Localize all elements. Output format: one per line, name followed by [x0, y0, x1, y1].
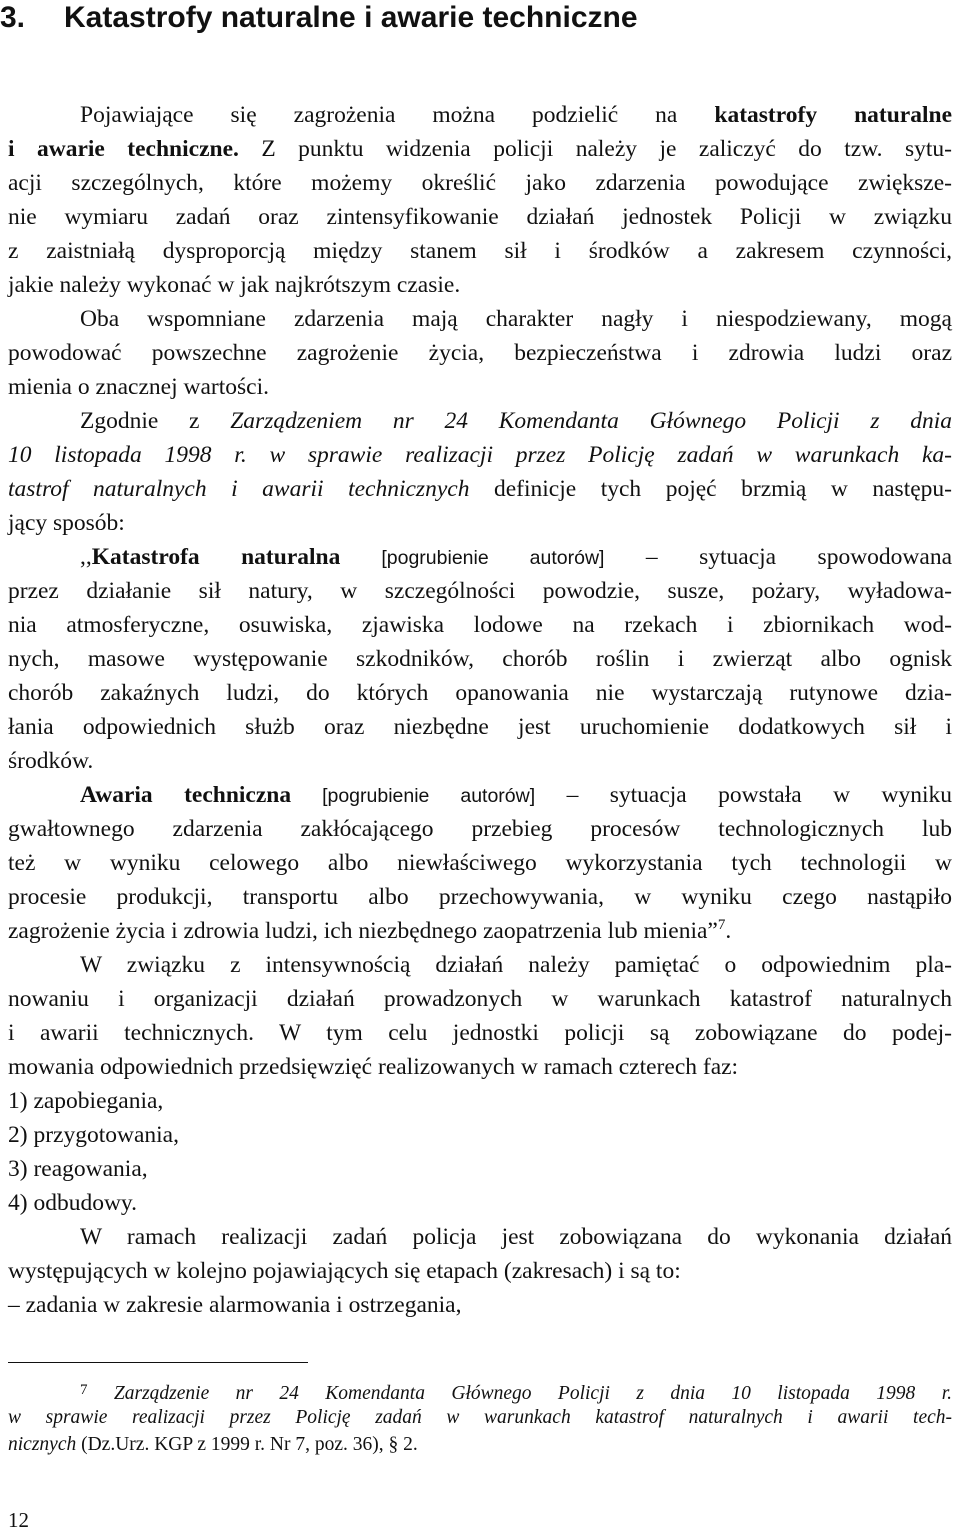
text-run: Z punktu widzenia policji należy je zaliczyć do tzw. sytu-: [238, 136, 952, 162]
text-run: zagrożenie życia i zdrowia ludzi, ich niezbędnego zaopatrzenia lub mienia”: [8, 918, 718, 944]
phase-list-item: 4) odbudowy.: [8, 1190, 138, 1216]
author-note: [pogrubienie autorów]: [340, 547, 605, 569]
footnote-line: [80, 1377, 952, 1404]
text-run: .: [725, 918, 732, 944]
text-run: – sytuacja spowodowana: [604, 544, 952, 570]
phase-list-item: 2) przygotowania,: [8, 1122, 179, 1148]
paragraph-1-line: z zaistniałą dysproporcją między stanem sił i środków a zakresem czynności,: [8, 238, 952, 264]
text-run: – sytuacja powstała w wyniku: [535, 782, 952, 808]
text-run: Zgodnie z: [80, 408, 231, 434]
paragraph-2-line: powodować powszechne zagrożenie życia, bezpieczeństwa i zdrowia ludzi oraz: [8, 340, 952, 366]
paragraph-6-line: nowaniu i organizacji działań prowadzonych w warunkach katastrof naturalnych: [8, 986, 952, 1012]
paragraph-5-line: procesie produkcji, transportu albo przechowywania, w wyniku czego nastąpiło: [8, 884, 952, 910]
section-number: 3.: [0, 1, 26, 34]
paragraph-5-line: [80, 778, 952, 812]
paragraph-2-line: mienia o znacznej wartości.: [8, 374, 269, 400]
paragraph-1-line: [80, 98, 952, 132]
paragraph-4-line: środków.: [8, 748, 94, 774]
paragraph-1-line: [8, 132, 952, 166]
section-heading: [0, 0, 638, 36]
paragraph-2-line: Oba wspomniane zdarzenia mają charakter nagły i niespodziewany, mogą: [80, 306, 952, 332]
dash-list-item: – zadania w zakresie alarmowania i ostrzegania,: [8, 1292, 462, 1318]
paragraph-3-line: [8, 472, 952, 506]
paragraph-3-line: jący sposób:: [8, 510, 125, 536]
paragraph-1-line: acji szczególnych, które możemy określić jako zdarzenia powodujące zwiększe-: [8, 170, 952, 196]
italic-citation: 10 listopada 1998 r. w sprawie realizacji przez Policję zadań w warunkach ka-: [8, 442, 952, 468]
italic-citation: tastrof naturalnych i awarii technicznych: [8, 476, 470, 502]
bold-term: i awarie techniczne.: [8, 136, 239, 162]
paragraph-4-line: łania odpowiednich służb oraz niezbędne jest uruchomienie dodatkowych sił i: [8, 714, 952, 740]
footnote-mark: 7: [80, 1382, 88, 1398]
paragraph-4-line: nych, masowe występowanie szkodników, chorób roślin i zwierząt albo ognisk: [8, 646, 952, 672]
paragraph-1-line: jakie należy wykonać w jak najkrótszym czasie.: [8, 272, 461, 298]
paragraph-5-line: [8, 914, 952, 948]
paragraph-6-line: mowania odpowiednich przedsięwzięć realizowanych w ramach czterech faz:: [8, 1054, 739, 1080]
footnote-reference[interactable]: 7: [717, 917, 726, 933]
paragraph-4-line: [80, 540, 952, 574]
paragraph-4-line: chorób zakaźnych ludzi, do których opanowania nie wystarczają rutynowe dzia-: [8, 680, 952, 706]
footnote-citation: Zarządzenie nr 24 Komendanta Głównego Policji z dnia 10 listopada 1998 r.: [87, 1383, 952, 1404]
footnote-citation: nicznych: [8, 1434, 77, 1455]
paragraph-5-line: gwałtownego zdarzenia zakłócającego przebieg procesów technologicznych lub: [8, 816, 952, 842]
paragraph-3-line: [80, 404, 952, 438]
paragraph-1-line: nie wymiaru zadań oraz zintensyfikowanie działań jednostek Policji w związku: [8, 204, 952, 230]
footnote-line: [8, 1404, 952, 1431]
paragraph-6-line: i awarii technicznych. W tym celu jednostki policji są zobowiązane do podej-: [8, 1020, 952, 1046]
author-note: [pogrubienie autorów]: [291, 785, 536, 807]
paragraph-4-line: przez działanie sił natury, w szczególności powodzie, susze, pożary, wyładowa-: [8, 578, 952, 604]
bold-term: katastrofy naturalne: [714, 102, 953, 128]
section-title: Katastrofy naturalne i awarie techniczne: [64, 1, 638, 34]
paragraph-6-line: W związku z intensywnością działań należy pamiętać o odpowiednim pla-: [80, 952, 952, 978]
paragraph-3-line: [8, 438, 952, 472]
paragraph-5-line: też w wyniku celowego albo niewłaściwego wykorzystania tych technologii w: [8, 850, 952, 876]
text-run: Pojawiające się zagrożenia można podzielić na: [80, 102, 715, 128]
phase-list-item: 1) zapobiegania,: [8, 1088, 164, 1114]
bold-term: Awaria techniczna: [80, 782, 292, 808]
footnote-separator: [8, 1362, 308, 1363]
footnote-line: [8, 1431, 952, 1458]
italic-citation: Zarządzeniem nr 24 Komendanta Głównego Policji z dnia: [230, 408, 952, 434]
paragraph-7-line: występujących w kolejno pojawiających się etapach (zakresach) i są to:: [8, 1258, 681, 1284]
paragraph-4-line: nia atmosferyczne, osuwiska, zjawiska lodowe na rzekach i zbiornikach wod-: [8, 612, 952, 638]
bold-term: Katastrofa naturalna: [91, 544, 341, 570]
footnote-source: (Dz.Urz. KGP z 1999 r. Nr 7, poz. 36), § 2.: [76, 1434, 418, 1455]
text-run: ,,: [80, 544, 92, 570]
footnote-citation: w sprawie realizacji przez Policję zadań w warunkach katastrof naturalnych i awarii tech-: [8, 1407, 952, 1428]
page-number: 12: [8, 1508, 29, 1532]
text-run: definicje tych pojęć brzmią w następu-: [469, 476, 952, 502]
phase-list-item: 3) reagowania,: [8, 1156, 148, 1182]
paragraph-7-line: W ramach realizacji zadań policja jest zobowiązana do wykonania działań: [80, 1224, 952, 1250]
